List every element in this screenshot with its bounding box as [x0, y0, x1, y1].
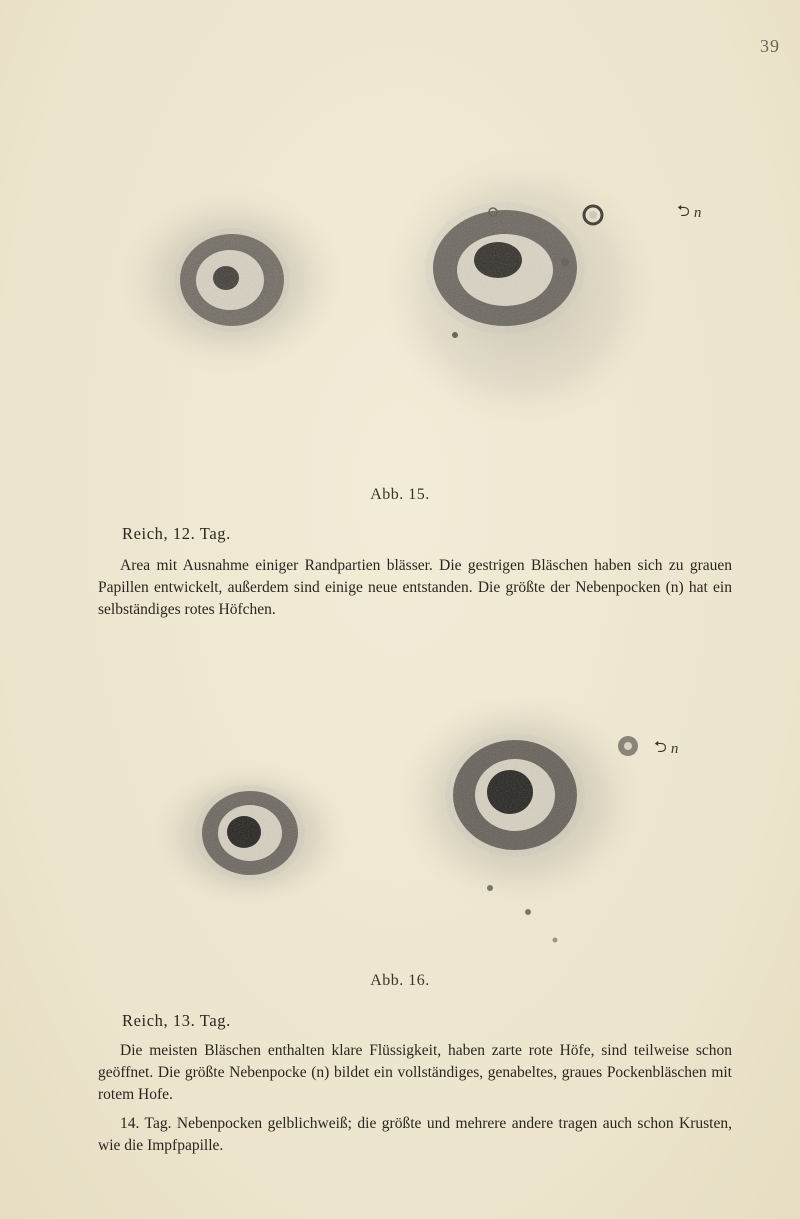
figure-16-illustration: [0, 700, 800, 950]
marker-label: n: [670, 741, 679, 757]
figure-15-caption: Abb. 15.: [370, 486, 430, 503]
page-number: 39: [760, 36, 780, 56]
section-12-heading: Reich, 12. Tag.: [122, 524, 231, 543]
section-14-paragraph: 14. Tag. Nebenpocken gelblichweiß; die größte und mehrere andere tragen auch schon Krusten, wie die Impfpapille.: [98, 1115, 732, 1154]
figure-16: [0, 700, 800, 950]
section-12-paragraph: Area mit Ausnahme einiger Randpartien blässer. Die gestrigen Bläschen haben sich zu grauen Papillen entwickelt, außerdem sind einige neue entstanden. Die größte der Nebenpocken (n) hat ein selbständiges rotes Höfchen.: [98, 557, 732, 618]
figure-15: [0, 150, 800, 480]
figure-15-marker: [677, 200, 701, 227]
section-13-heading: Reich, 13. Tag.: [122, 1011, 231, 1030]
section-13-paragraph: Die meisten Bläschen enthalten klare Flüssigkeit, haben zarte rote Höfe, sind teilweise schon geöffnet. Die größte Nebenpocke (n) bildet ein vollständiges, genabeltes, graues Pockenbläschen mit rotem Hofe.: [98, 1042, 732, 1103]
figure-16-marker: [654, 736, 678, 763]
arrow-left-icon: ⮌: [677, 203, 690, 220]
figure-16-caption: Abb. 16.: [370, 972, 430, 989]
marker-label: n: [693, 205, 702, 221]
arrow-left-icon: ⮌: [654, 739, 667, 756]
